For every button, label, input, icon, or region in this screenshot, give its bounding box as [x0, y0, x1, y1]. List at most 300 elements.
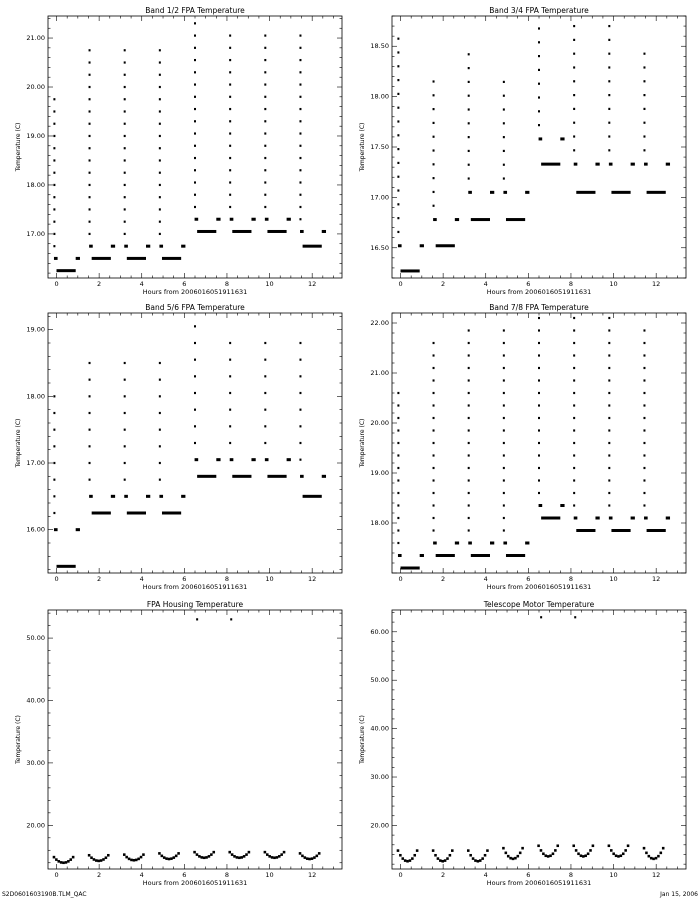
data-point [159, 245, 163, 248]
x-axis-label: Hours from 2006016051911631 [142, 879, 248, 887]
data-point [474, 859, 477, 862]
data-point [538, 27, 540, 29]
data-point [507, 855, 510, 858]
data-point [397, 189, 399, 191]
data-point [433, 136, 435, 138]
data-point [652, 858, 655, 861]
data-point [264, 132, 266, 134]
data-point [643, 379, 645, 381]
data-point [554, 849, 557, 852]
data-point [397, 504, 399, 506]
data-point [194, 47, 196, 49]
data-point [195, 458, 199, 461]
data-point [643, 354, 645, 356]
data-point [299, 342, 301, 344]
data-point [264, 34, 266, 36]
x-axis-label: Hours from 2006016051911631 [486, 288, 592, 296]
data-point [573, 39, 575, 41]
y-tick-label: 19.00 [26, 325, 45, 334]
data-point [194, 392, 196, 394]
data-point [573, 442, 575, 444]
data-point [575, 849, 578, 852]
data-point [538, 379, 540, 381]
data-point [433, 163, 435, 165]
data-point [517, 855, 520, 858]
data-point [229, 409, 231, 411]
data-point [159, 362, 161, 364]
data-point [194, 34, 196, 36]
data-point [248, 851, 251, 854]
x-tick-label: 12 [308, 280, 317, 288]
data-point [397, 203, 399, 205]
data-point [57, 565, 76, 568]
data-point [503, 354, 505, 356]
data-point [573, 94, 575, 96]
data-point [631, 163, 635, 166]
data-point [316, 855, 319, 858]
data-point [503, 122, 505, 124]
data-point [89, 123, 91, 125]
data-point [503, 379, 505, 381]
x-tick-label: 2 [441, 280, 446, 288]
data-point [159, 208, 161, 210]
data-point [127, 257, 146, 260]
data-point [159, 159, 161, 161]
data-point [236, 856, 239, 859]
y-tick-label: 18.00 [26, 392, 45, 401]
data-point [446, 857, 449, 860]
data-point [53, 479, 55, 481]
data-point [525, 191, 529, 194]
data-point [124, 462, 126, 464]
data-point [589, 849, 592, 852]
data-point [124, 98, 126, 100]
data-point [655, 857, 658, 860]
data-point [89, 412, 91, 414]
data-point [537, 844, 540, 847]
data-point [264, 392, 266, 394]
x-tick-label: 8 [568, 575, 574, 583]
data-point [509, 857, 512, 860]
data-point [55, 858, 58, 861]
data-point [397, 162, 399, 164]
data-point [574, 163, 578, 166]
data-point [468, 95, 470, 97]
data-point [89, 135, 91, 137]
x-tick-label: 4 [139, 871, 144, 879]
data-point [644, 163, 648, 166]
data-point [468, 122, 470, 124]
data-point [135, 859, 138, 862]
data-point [67, 860, 70, 863]
data-point [124, 233, 126, 235]
data-point [503, 504, 505, 506]
data-point [643, 417, 645, 419]
data-point [124, 61, 126, 63]
data-point [264, 206, 266, 208]
data-point [89, 61, 91, 63]
data-point [53, 110, 55, 112]
data-point [95, 859, 98, 862]
data-point [397, 38, 399, 40]
data-point [264, 47, 266, 49]
data-point [406, 860, 409, 863]
data-point [433, 122, 435, 124]
y-tick-label: 50.00 [26, 634, 45, 643]
data-point [300, 475, 304, 478]
data-point [433, 177, 435, 179]
data-point [468, 354, 470, 356]
data-point [468, 392, 470, 394]
data-point [608, 122, 610, 124]
data-point [433, 404, 435, 406]
data-point [503, 329, 505, 331]
data-point [124, 147, 126, 149]
x-tick-label: 8 [568, 871, 574, 879]
data-point [538, 342, 540, 344]
data-point [503, 367, 505, 369]
data-point [175, 855, 178, 858]
data-point [229, 132, 231, 134]
data-point [111, 495, 115, 498]
data-point [573, 404, 575, 406]
data-point [433, 454, 435, 456]
data-point [233, 855, 236, 858]
x-tick-label: 10 [609, 871, 618, 879]
data-point [608, 367, 610, 369]
data-point [299, 108, 301, 110]
y-tick-label: 18.00 [370, 519, 389, 527]
data-point [608, 342, 610, 344]
y-tick-label: 18.50 [370, 42, 389, 51]
data-point [299, 392, 301, 394]
data-point [162, 257, 181, 260]
y-tick-label: 17.00 [370, 193, 389, 202]
data-point [299, 459, 301, 461]
data-point [265, 218, 269, 221]
data-point [53, 159, 55, 161]
data-point [503, 429, 505, 431]
data-point [299, 852, 302, 855]
data-point [100, 859, 103, 862]
data-point [89, 172, 91, 174]
data-point [97, 860, 100, 863]
data-point [264, 59, 266, 61]
data-point [229, 425, 231, 427]
data-point [125, 856, 128, 859]
data-point [299, 206, 301, 208]
data-point [611, 529, 630, 532]
data-point [608, 417, 610, 419]
plot-frame [48, 610, 342, 869]
data-point [455, 542, 459, 545]
data-point [468, 429, 470, 431]
x-axis-label: Hours from 2006016051911631 [142, 288, 248, 296]
data-point [299, 442, 301, 444]
data-point [89, 445, 91, 447]
y-tick-label: 19.00 [370, 469, 389, 477]
data-point [299, 425, 301, 427]
data-point [397, 107, 399, 109]
data-point [433, 529, 435, 531]
data-point [468, 379, 470, 381]
data-point [322, 230, 326, 233]
data-point [159, 379, 161, 381]
data-point [229, 59, 231, 61]
y-axis-label: Temperature (C) [15, 122, 22, 172]
data-point [433, 392, 435, 394]
data-point [163, 856, 166, 859]
data-point [547, 855, 550, 858]
data-point [541, 163, 560, 166]
data-point [433, 479, 435, 481]
data-point [111, 245, 115, 248]
data-point [612, 852, 615, 855]
data-point [124, 172, 126, 174]
data-point [503, 404, 505, 406]
data-point [194, 83, 196, 85]
x-tick-label: 2 [97, 871, 102, 879]
x-axis-label: Hours from 2006016051911631 [486, 583, 592, 591]
data-point [205, 856, 208, 859]
data-point [89, 395, 91, 397]
data-point [503, 442, 505, 444]
data-point [595, 517, 599, 520]
data-point [194, 409, 196, 411]
data-point [608, 844, 611, 847]
data-point [142, 853, 145, 856]
data-point [124, 429, 126, 431]
x-tick-label: 4 [483, 280, 488, 288]
data-point [503, 108, 505, 110]
data-point [643, 94, 645, 96]
data-point [433, 94, 435, 96]
data-point [552, 852, 555, 855]
data-point [299, 409, 301, 411]
data-point [608, 39, 610, 41]
data-point [194, 71, 196, 73]
data-point [181, 245, 185, 248]
data-point [194, 120, 196, 122]
data-point [573, 379, 575, 381]
data-point [287, 218, 291, 221]
x-tick-label: 4 [139, 575, 144, 583]
data-point [53, 233, 55, 235]
data-point [413, 854, 416, 857]
x-tick-label: 4 [483, 871, 488, 879]
data-point [573, 354, 575, 356]
data-point [194, 169, 196, 171]
data-point [264, 96, 266, 98]
data-point [503, 467, 505, 469]
data-point [643, 429, 645, 431]
data-point [53, 172, 55, 174]
data-point [468, 479, 470, 481]
data-point [124, 74, 126, 76]
data-point [397, 120, 399, 122]
data-point [643, 392, 645, 394]
data-point [397, 392, 399, 394]
x-tick-label: 6 [526, 280, 531, 288]
data-point [89, 86, 91, 88]
data-point [573, 66, 575, 68]
x-tick-label: 0 [398, 575, 403, 583]
data-point [229, 96, 231, 98]
data-point [251, 218, 255, 221]
data-point [159, 462, 161, 464]
data-point [240, 856, 243, 859]
data-point [194, 181, 196, 183]
data-point [468, 517, 470, 519]
data-point [127, 512, 146, 515]
data-point [397, 231, 399, 233]
data-point [397, 79, 399, 81]
data-point [89, 196, 91, 198]
x-tick-label: 12 [308, 575, 317, 583]
data-point [124, 135, 126, 137]
data-point [608, 329, 610, 331]
data-point [299, 96, 301, 98]
data-point [159, 233, 161, 235]
y-tick-label: 21.00 [26, 34, 45, 43]
y-tick-label: 60.00 [370, 627, 389, 636]
y-tick-label: 16.00 [26, 525, 45, 534]
y-axis-label: Temperature (C) [359, 418, 366, 468]
data-point [264, 157, 266, 159]
data-point [124, 379, 126, 381]
data-point [468, 150, 470, 152]
data-point [92, 257, 111, 260]
data-point [124, 412, 126, 414]
data-point [124, 479, 126, 481]
data-point [608, 404, 610, 406]
y-tick-label: 18.00 [26, 180, 45, 189]
data-point [53, 98, 55, 100]
data-point [666, 163, 670, 166]
data-point [301, 855, 304, 858]
data-point [159, 110, 161, 112]
data-point [647, 529, 666, 532]
x-tick-label: 12 [652, 871, 661, 879]
data-point [229, 442, 231, 444]
data-point [53, 445, 55, 447]
y-tick-label: 18.00 [370, 92, 389, 101]
data-point [468, 53, 470, 55]
data-point [228, 851, 231, 854]
data-point [573, 329, 575, 331]
data-point [608, 94, 610, 96]
data-point [573, 367, 575, 369]
data-point [538, 492, 540, 494]
data-point [542, 852, 545, 855]
data-point [194, 442, 196, 444]
data-point [280, 853, 283, 856]
data-point [503, 479, 505, 481]
data-point [229, 359, 231, 361]
data-point [560, 137, 564, 140]
data-point [399, 854, 402, 857]
data-point [611, 191, 630, 194]
data-point [538, 454, 540, 456]
y-tick-label: 17.00 [26, 229, 45, 238]
data-point [264, 145, 266, 147]
data-point [433, 429, 435, 431]
data-point [433, 379, 435, 381]
data-point [194, 108, 196, 110]
data-point [54, 257, 58, 260]
data-point [573, 317, 575, 319]
data-point [229, 71, 231, 73]
data-point [643, 847, 646, 850]
data-point [556, 844, 559, 847]
data-point [574, 517, 578, 520]
data-point [102, 858, 105, 861]
data-point [503, 177, 505, 179]
data-point [502, 847, 505, 850]
data-point [595, 163, 599, 166]
data-point [229, 342, 231, 344]
data-point [229, 34, 231, 36]
x-tick-label: 2 [441, 871, 446, 879]
data-point [468, 329, 470, 331]
data-point [89, 49, 91, 51]
data-point [53, 147, 55, 149]
x-tick-label: 4 [483, 575, 488, 583]
chart-panel-2 [359, 6, 686, 296]
data-point [299, 59, 301, 61]
data-point [538, 429, 540, 431]
data-point [124, 86, 126, 88]
data-point [194, 375, 196, 377]
data-point [576, 529, 595, 532]
data-point [560, 504, 564, 507]
data-point [124, 445, 126, 447]
data-point [643, 80, 645, 82]
data-point [54, 528, 58, 531]
data-point [468, 442, 470, 444]
data-point [299, 34, 301, 36]
data-point [573, 25, 575, 27]
data-point [299, 157, 301, 159]
data-point [299, 181, 301, 183]
data-point [643, 329, 645, 331]
data-point [89, 110, 91, 112]
data-point [123, 853, 126, 856]
data-point [140, 856, 143, 859]
data-point [643, 442, 645, 444]
data-point [573, 417, 575, 419]
data-point [232, 230, 251, 233]
data-point [128, 858, 131, 861]
data-point [229, 120, 231, 122]
data-point [643, 404, 645, 406]
data-point [159, 495, 163, 498]
data-point [229, 375, 231, 377]
data-point [433, 517, 435, 519]
data-point [477, 860, 480, 863]
data-point [538, 96, 540, 98]
data-point [264, 442, 266, 444]
data-point [299, 359, 301, 361]
data-point [303, 495, 322, 498]
data-point [264, 342, 266, 344]
data-point [647, 191, 666, 194]
data-point [398, 554, 402, 557]
data-point [89, 159, 91, 161]
data-point [538, 442, 540, 444]
data-point [433, 342, 435, 344]
data-point [159, 74, 161, 76]
